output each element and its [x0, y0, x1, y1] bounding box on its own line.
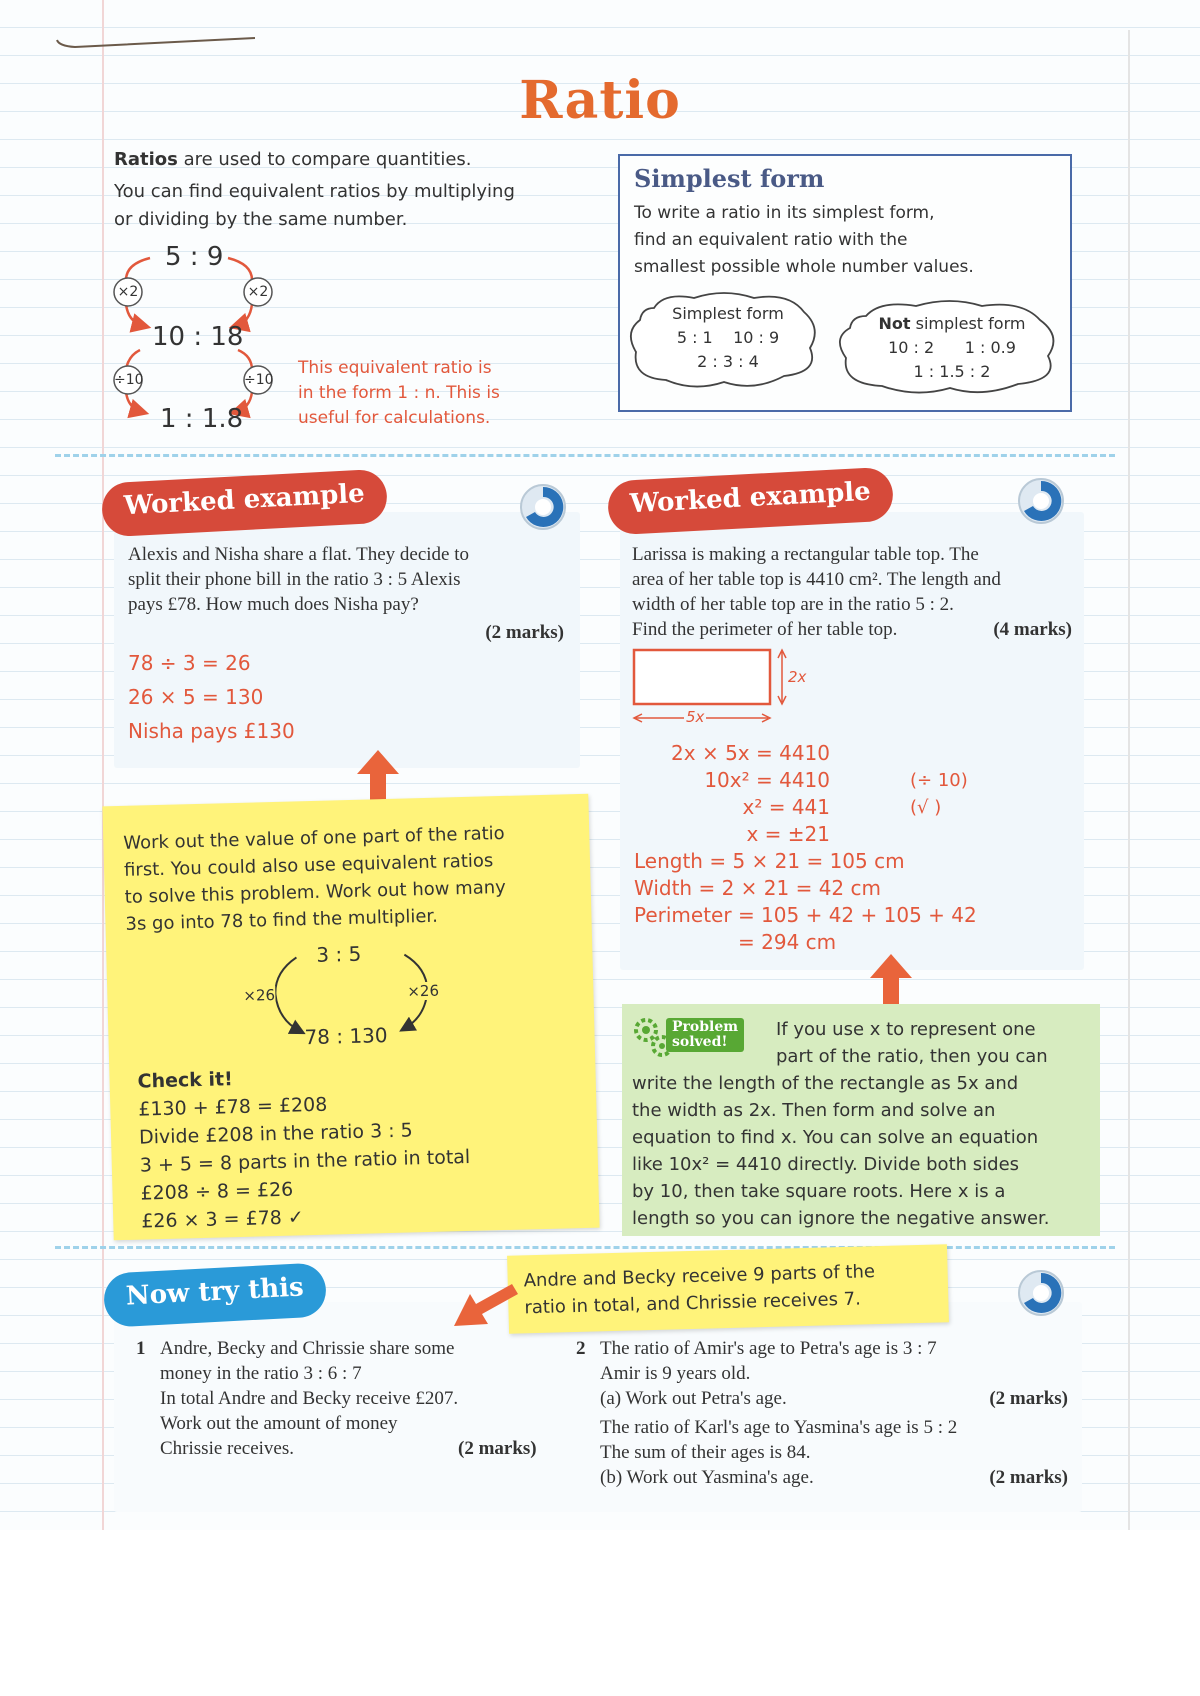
hint-line: ratio in total, and Chrissie receives 7.: [524, 1288, 862, 1319]
worked1-working: [128, 646, 295, 748]
question-line: Alexis and Nisha share a flat. They decide to: [128, 544, 470, 565]
difficulty-dial-icon: [518, 482, 568, 532]
cloud-simplest-title: Simplest form: [672, 304, 784, 323]
cloud-not-bold: Not: [878, 314, 911, 333]
ps-line: part of the ratio, then you can: [776, 1046, 1048, 1067]
desc-line: To write a ratio in its simplest form,: [634, 203, 935, 223]
worked2-equations: [650, 740, 830, 848]
hint-line: Andre and Becky receive 9 parts of the: [523, 1261, 876, 1292]
q2-num: 2: [576, 1338, 586, 1359]
note1-text: [123, 818, 586, 938]
question-line: Larissa is making a rectangular table top. The: [632, 544, 979, 565]
worked-example-1-panel: [114, 512, 580, 768]
worked2-marks: (4 marks): [993, 619, 1072, 640]
question-line: area of her table top is 4410 cm². The length and: [632, 569, 1001, 590]
cloud-simplest: [638, 302, 818, 374]
eq-line: 10x² = 4410: [704, 768, 830, 792]
op-times-2-right: ×2: [247, 284, 269, 300]
cloud-ratio: 10 : 2: [888, 338, 935, 357]
q1-line: money in the ratio 3 : 6 : 7: [160, 1363, 362, 1384]
question-line: width of her table top are in the ratio 5 : 2.: [632, 594, 954, 615]
simplest-form-box: [618, 154, 1072, 412]
cloud-ratio: 1 : 1.5 : 2: [913, 362, 991, 381]
ratio-note-line: useful for calculations.: [298, 408, 491, 428]
q1-number: [136, 1336, 146, 1361]
rectangle-diagram: [632, 648, 812, 734]
badge-line: Problem: [672, 1019, 739, 1035]
q1-line: Work out the amount of money: [160, 1413, 398, 1434]
question-line: pays £78. How much does Nisha pay?: [128, 594, 419, 615]
working-line: 26 × 5 = 130: [128, 685, 264, 709]
eq-line: x = ±21: [746, 822, 830, 846]
ratio-note-line: This equivalent ratio is: [298, 358, 492, 378]
now-try-hint-note: [507, 1244, 949, 1333]
simplest-form-desc: [634, 200, 1054, 281]
cloud-ratio: 10 : 9: [733, 328, 780, 347]
result-line: = 294 cm: [738, 930, 837, 954]
cloud-not-title: simplest form: [910, 314, 1026, 333]
q2-line: The ratio of Karl's age to Yasmina's age is 5 : 2: [600, 1417, 958, 1438]
q1-line: Andre, Becky and Chrissie share some: [160, 1338, 455, 1359]
section-divider: [55, 454, 1115, 457]
eq-line: 2x × 5x = 4410: [671, 741, 830, 765]
note-line: first. You could also use equivalent ratios: [123, 850, 494, 881]
worked-example-label-1: Worked example: [101, 469, 388, 538]
ratio-note: [298, 356, 500, 431]
worked1-question: [128, 542, 568, 617]
note-ratio-top: 3 : 5: [316, 941, 362, 967]
op-times-2-left: ×2: [117, 284, 139, 300]
desc-line: find an equivalent ratio with the: [634, 230, 908, 250]
q2-line: The ratio of Amir's age to Petra's age is 3 : 7: [600, 1338, 937, 1359]
pointer-arrow-icon: [452, 1280, 520, 1332]
ps-line: like 10x² = 4410 directly. Divide both sides: [632, 1154, 1020, 1175]
q1-marks: (2 marks): [458, 1438, 537, 1459]
note-ratio-bottom: 78 : 130: [304, 1023, 388, 1050]
note-line: to solve this problem. Work out how many: [124, 876, 507, 908]
intro-line2: You can find equivalent ratios by multiplying: [114, 181, 515, 202]
ps-line: write the length of the rectangle as 5x and: [632, 1073, 1019, 1094]
page-title: Ratio: [519, 70, 681, 131]
dim-length: 5x: [686, 708, 705, 726]
eq-note: (÷ 10): [910, 770, 968, 791]
op-div-10-left: ÷10: [114, 372, 144, 388]
section-divider: [55, 1246, 1115, 1249]
ps-first: [776, 1016, 1092, 1070]
cloud-ratio: 5 : 1: [676, 328, 713, 347]
q1-line: In total Andre and Becky receive £207.: [160, 1388, 459, 1409]
result-line: Perimeter = 105 + 42 + 105 + 42: [634, 903, 977, 927]
q2a-marks: (2 marks): [989, 1388, 1068, 1409]
note-op-right: ×26: [407, 981, 440, 1001]
result-line: Width = 2 × 21 = 42 cm: [634, 876, 881, 900]
question-line: Find the perimeter of her table top.: [632, 619, 898, 640]
q1-line: Chrissie receives.: [160, 1438, 295, 1459]
cloud-not-simplest: [846, 312, 1058, 384]
intro-text: [114, 146, 594, 234]
check-it: [137, 1056, 581, 1235]
q2b-marks: (2 marks): [989, 1467, 1068, 1488]
desc-line: smallest possible whole number values.: [634, 257, 974, 277]
problem-solved-panel: [622, 1004, 1100, 1236]
badge-line: solved!: [672, 1034, 728, 1050]
cloud-ratio: 1 : 0.9: [964, 338, 1016, 357]
ps-line: If you use x to represent one: [776, 1019, 1036, 1040]
note-line: 3s go into 78 to find the multiplier.: [125, 905, 439, 935]
eq-line: x² = 441: [742, 795, 830, 819]
eq-notes: [910, 767, 968, 821]
ps-line: length so you can ignore the negative answer.: [632, 1208, 1050, 1229]
ps-rest: [632, 1070, 1094, 1232]
q2a-part: (a) Work out Petra's age.: [600, 1388, 787, 1409]
working-line: Nisha pays £130: [128, 719, 295, 743]
op-div-10-right: ÷10: [244, 372, 274, 388]
problem-solved-badge: [666, 1018, 744, 1052]
q2-line: Amir is 9 years old.: [600, 1363, 751, 1384]
question-line: split their phone bill in the ratio 3 : 5 Alexis: [128, 569, 461, 590]
ratio-5-9: 5 : 9: [165, 242, 224, 272]
hint-sticky-note: [102, 794, 599, 1241]
q1-num: 1: [136, 1338, 146, 1359]
q2-line: The sum of their ages is 84.: [600, 1442, 811, 1463]
difficulty-dial-icon: [1016, 1268, 1066, 1318]
worked-example-2-panel: [620, 512, 1084, 970]
ps-line: by 10, then take square roots. Here x is a: [632, 1181, 1006, 1202]
worked1-marks: (2 marks): [485, 622, 564, 643]
check-line: Divide £208 in the ratio 3 : 5: [138, 1119, 413, 1149]
now-try-this-label: Now try this: [103, 1262, 327, 1328]
working-line: 78 ÷ 3 = 26: [128, 651, 251, 675]
eq-note: (√ ): [910, 797, 942, 818]
ratio-10-18: 10 : 18: [152, 322, 244, 352]
check-line: 3 + 5 = 8 parts in the ratio in total: [139, 1145, 471, 1177]
check-title: Check it!: [137, 1068, 234, 1093]
check-line: £26 × 3 = £78 ✓: [140, 1206, 305, 1233]
page-edge: [1128, 30, 1130, 1530]
result-line: Length = 5 × 21 = 105 cm: [634, 849, 905, 873]
intro-line1: are used to compare quantities.: [177, 149, 472, 170]
difficulty-dial-icon: [1016, 476, 1066, 526]
worked2-results: [634, 848, 977, 956]
ratio-note-line: in the form 1 : n. This is: [298, 383, 500, 403]
dim-width: 2x: [788, 668, 807, 686]
check-line: £208 ÷ 8 = £26: [140, 1178, 294, 1205]
check-line: £130 + £78 = £208: [138, 1093, 328, 1121]
simplest-form-heading: Simplest form: [634, 164, 825, 193]
now-try-panel: [114, 1302, 1082, 1512]
q2-number: [576, 1336, 586, 1361]
ps-line: equation to find x. You can solve an equation: [632, 1127, 1039, 1148]
pen-scribble: [55, 36, 255, 50]
note-line: Work out the value of one part of the ratio: [123, 822, 505, 854]
intro-line3: or dividing by the same number.: [114, 209, 408, 230]
hint-text: [523, 1258, 876, 1321]
intro-bold: Ratios: [114, 149, 178, 170]
ps-line: the width as 2x. Then form and solve an: [632, 1100, 996, 1121]
note-op-left: ×26: [243, 985, 276, 1005]
ratio-1-1-8: 1 : 1.8: [160, 404, 244, 434]
worked-example-label-2: Worked example: [607, 467, 894, 536]
cloud-ratio: 2 : 3 : 4: [697, 352, 759, 371]
q2b-part: (b) Work out Yasmina's age.: [600, 1467, 814, 1488]
